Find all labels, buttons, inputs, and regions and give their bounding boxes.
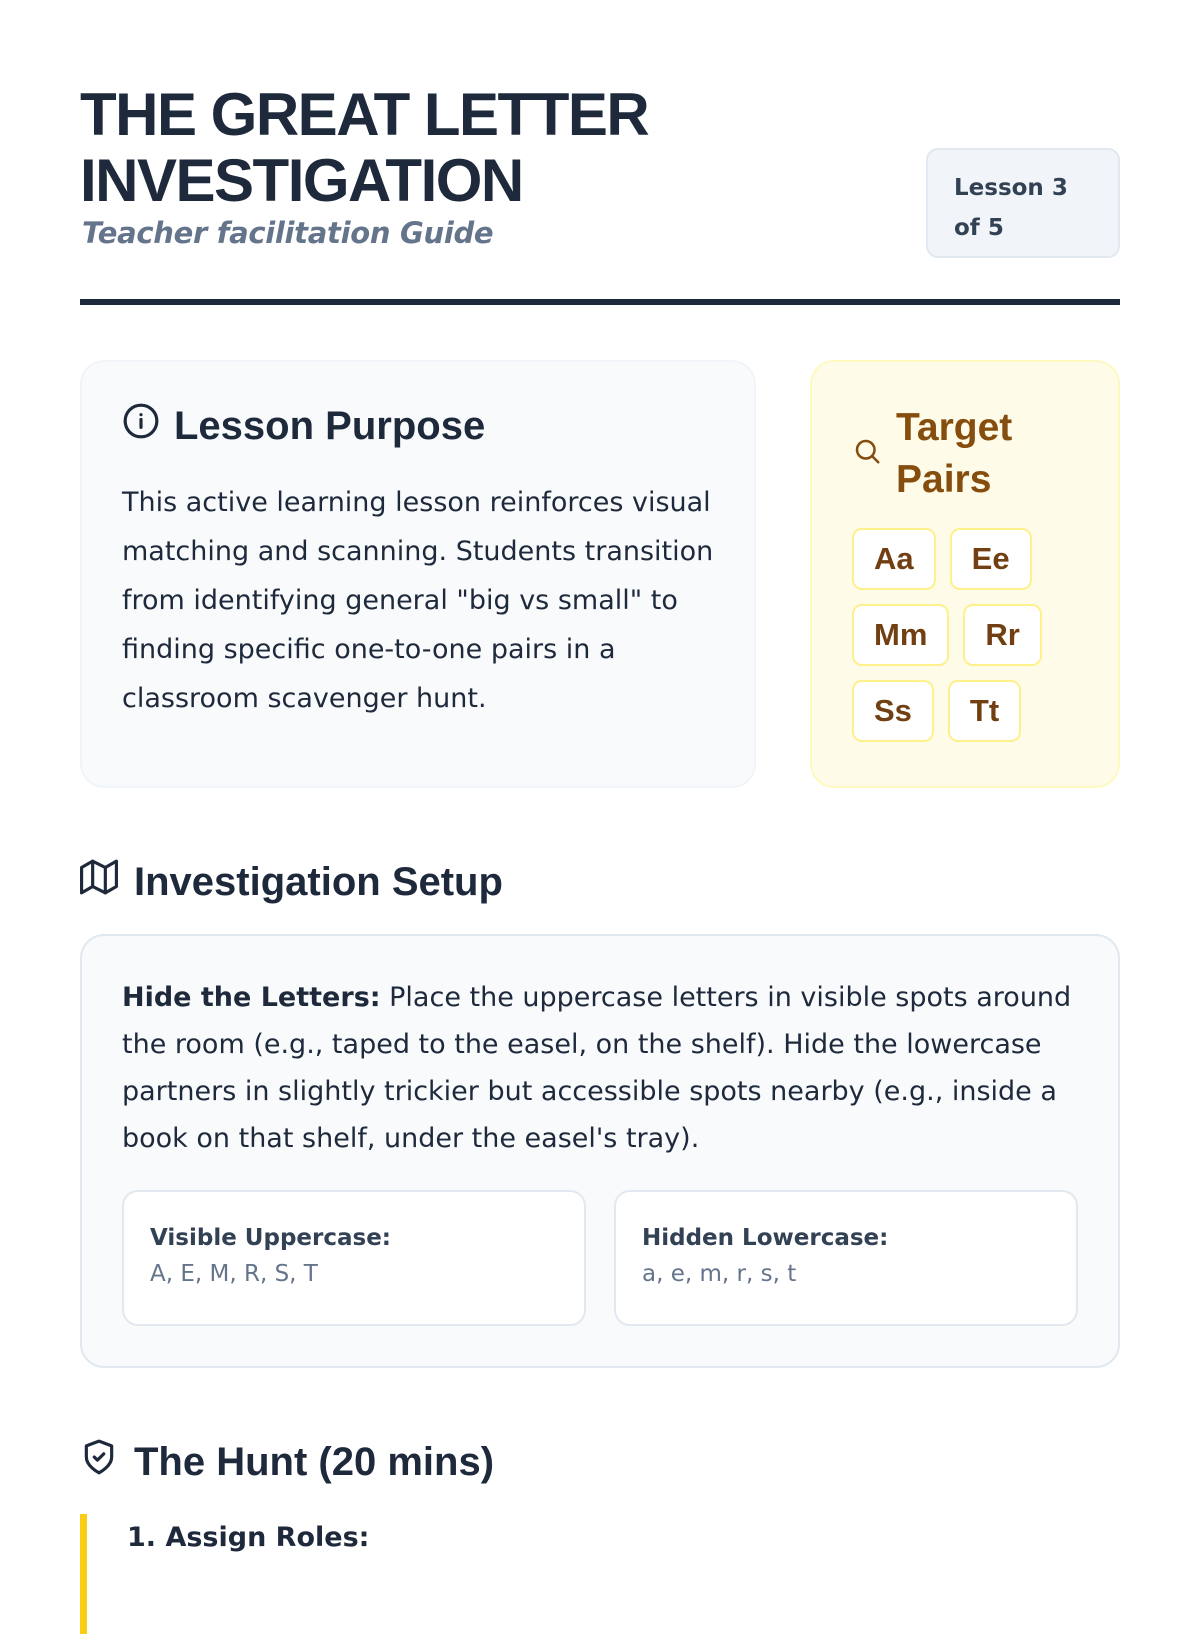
setup-body: Place the uppercase letters in visible spots around the room (e.g., taped to the easel, on the shelf). Hide the lowercase partners in slightly trickier but accessible spots nearby (e.g., inside a book on that shelf, under the easel's tray). [122, 982, 1072, 1154]
letter-boxes [122, 1190, 1078, 1326]
setup-lead: Hide the Letters: [122, 982, 381, 1013]
the-hunt-heading [80, 1438, 494, 1486]
hunt-step-1-title: 1. Assign Roles: [127, 1522, 370, 1553]
header [80, 0, 1120, 305]
lesson-purpose-card [80, 360, 756, 788]
visible-uppercase-box [122, 1190, 586, 1326]
investigation-setup-heading [80, 858, 503, 906]
setup-instructions [122, 974, 1078, 1162]
letter-pair-chip: Ee [950, 528, 1032, 590]
target-pairs-title: Target Pairs [896, 406, 1013, 501]
visible-uppercase-label: Visible Uppercase: [150, 1225, 391, 1251]
letter-pair-chip: Rr [963, 604, 1041, 666]
guide-page [80, 0, 1120, 1553]
lesson-purpose-heading [122, 402, 714, 450]
visible-uppercase-value: A, E, M, R, S, T [150, 1261, 318, 1287]
lesson-purpose-text: This active learning lesson reinforces visual matching and scanning. Students transition from identifying general "big vs small" to finding specific one-to-one pairs in a classroom scavenger hunt. [122, 487, 714, 714]
letter-pair-chip: Aa [852, 528, 936, 590]
page-title: THE GREAT LETTER INVESTIGATION [80, 81, 649, 214]
target-pairs-list [852, 528, 1062, 742]
lesson-purpose-title: Lesson Purpose [174, 403, 486, 448]
letter-pair-chip: Mm [852, 604, 949, 666]
investigation-setup-title: Investigation Setup [134, 859, 503, 904]
hidden-lowercase-box [614, 1190, 1078, 1326]
hidden-lowercase-label: Hidden Lowercase: [642, 1225, 889, 1251]
map-icon [80, 858, 118, 906]
letter-pair-chip: Ss [852, 680, 934, 742]
letter-pair-chip: Tt [948, 680, 1021, 742]
shield-check-icon [80, 1438, 118, 1486]
target-pairs-heading [852, 402, 1078, 506]
target-pairs-card [810, 360, 1120, 788]
page-subtitle: Teacher facilitation Guide [82, 216, 494, 250]
search-icon [852, 428, 882, 480]
the-hunt-title: The Hunt (20 mins) [134, 1439, 495, 1484]
hidden-lowercase-value: a, e, m, r, s, t [642, 1261, 797, 1287]
lesson-badge: Lesson 3 of 5 [926, 148, 1120, 258]
hunt-step-1 [80, 1514, 1120, 1634]
info-icon [122, 402, 160, 450]
investigation-setup-card [80, 934, 1120, 1368]
